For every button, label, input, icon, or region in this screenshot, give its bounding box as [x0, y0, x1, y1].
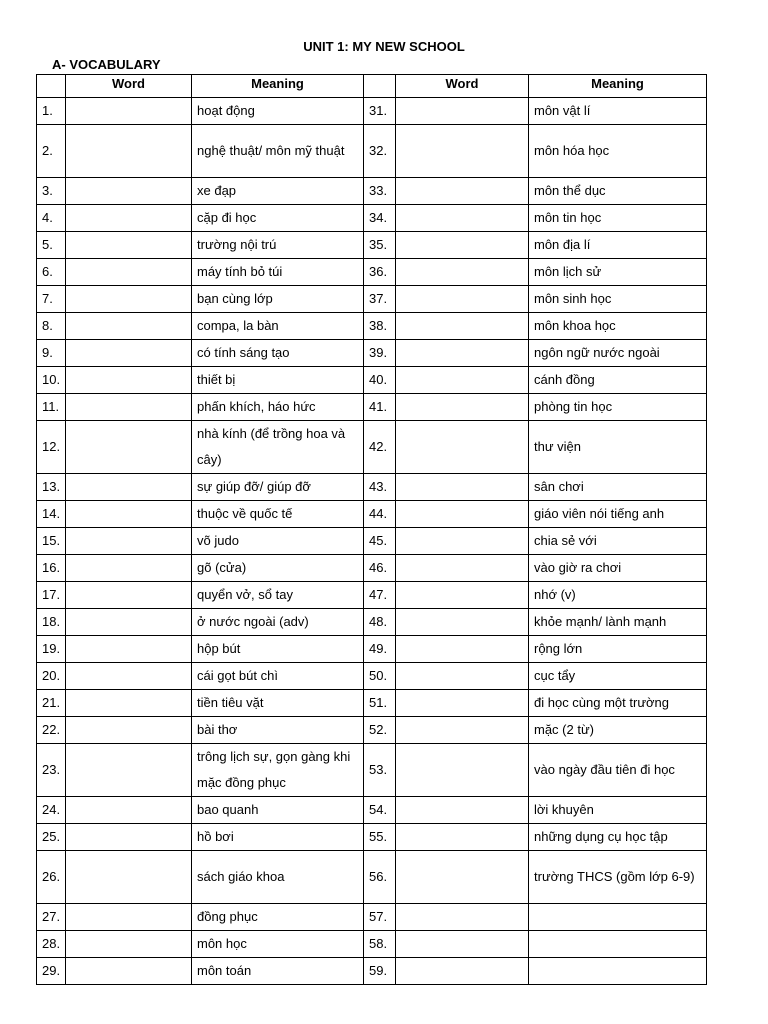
item-number-right: 52. [364, 717, 396, 744]
item-number-left: 29. [37, 958, 66, 985]
meaning-right: vào ngày đầu tiên đi học [529, 744, 707, 797]
item-number-right: 42. [364, 421, 396, 474]
document-title: UNIT 1: MY NEW SCHOOL [303, 39, 465, 54]
word-input-left[interactable] [66, 340, 192, 367]
table-row [37, 609, 707, 636]
meaning-left: trông lịch sự, gọn gàng khi mặc đồng phục [192, 744, 364, 797]
meaning-right: rộng lớn [529, 636, 707, 663]
item-number-left: 15. [37, 528, 66, 555]
table-row [37, 824, 707, 851]
word-input-right[interactable] [396, 286, 529, 313]
word-input-left[interactable] [66, 367, 192, 394]
item-number-left: 3. [37, 178, 66, 205]
meaning-right: môn khoa học [529, 313, 707, 340]
item-number-right: 50. [364, 663, 396, 690]
meaning-right: môn hóa học [529, 125, 707, 178]
item-number-left: 24. [37, 797, 66, 824]
word-input-right[interactable] [396, 125, 529, 178]
header-number-left [37, 75, 66, 98]
item-number-right: 35. [364, 232, 396, 259]
table-row [37, 474, 707, 501]
item-number-right: 44. [364, 501, 396, 528]
item-number-right: 59. [364, 958, 396, 985]
word-input-right[interactable] [396, 98, 529, 125]
item-number-right: 57. [364, 904, 396, 931]
word-input-left[interactable] [66, 609, 192, 636]
table-row [37, 98, 707, 125]
word-input-left[interactable] [66, 421, 192, 474]
word-input-right[interactable] [396, 421, 529, 474]
item-number-left: 8. [37, 313, 66, 340]
item-number-right: 55. [364, 824, 396, 851]
table-row [37, 125, 707, 178]
meaning-left: có tính sáng tạo [192, 340, 364, 367]
meaning-left: võ judo [192, 528, 364, 555]
item-number-left: 26. [37, 851, 66, 904]
table-row [37, 797, 707, 824]
meaning-right: phòng tin học [529, 394, 707, 421]
word-input-right[interactable] [396, 528, 529, 555]
word-input-left[interactable] [66, 744, 192, 797]
table-row [37, 744, 707, 797]
vocabulary-table [36, 74, 707, 985]
item-number-left: 1. [37, 98, 66, 125]
word-input-left[interactable] [66, 636, 192, 663]
meaning-right: trường THCS (gồm lớp 6-9) [529, 851, 707, 904]
word-input-left[interactable] [66, 824, 192, 851]
word-input-left[interactable] [66, 717, 192, 744]
item-number-left: 13. [37, 474, 66, 501]
section-title: A- VOCABULARY [52, 57, 161, 72]
meaning-right: vào giờ ra chơi [529, 555, 707, 582]
meaning-right: môn lịch sử [529, 259, 707, 286]
word-input-left[interactable] [66, 690, 192, 717]
table-row [37, 501, 707, 528]
meaning-right: đi học cùng một trường [529, 690, 707, 717]
word-input-right[interactable] [396, 636, 529, 663]
meaning-right: nhớ (v) [529, 582, 707, 609]
meaning-left: sự giúp đỡ/ giúp đỡ [192, 474, 364, 501]
meaning-left: thuộc về quốc tế [192, 501, 364, 528]
word-input-right[interactable] [396, 824, 529, 851]
meaning-left: trường nội trú [192, 232, 364, 259]
word-input-right[interactable] [396, 744, 529, 797]
meaning-left: nhà kính (để trồng hoa và cây) [192, 421, 364, 474]
word-input-left[interactable] [66, 125, 192, 178]
word-input-left[interactable] [66, 178, 192, 205]
word-input-right[interactable] [396, 582, 529, 609]
meaning-right: cục tẩy [529, 663, 707, 690]
table-row [37, 717, 707, 744]
meaning-left: hộp bút [192, 636, 364, 663]
meaning-left: sách giáo khoa [192, 851, 364, 904]
word-input-left[interactable] [66, 313, 192, 340]
meaning-right: chia sẻ với [529, 528, 707, 555]
table-row [37, 259, 707, 286]
item-number-left: 17. [37, 582, 66, 609]
table-row [37, 663, 707, 690]
item-number-left: 11. [37, 394, 66, 421]
word-input-left[interactable] [66, 98, 192, 125]
table-row [37, 851, 707, 904]
table-row [37, 394, 707, 421]
meaning-left: cặp đi học [192, 205, 364, 232]
item-number-right: 45. [364, 528, 396, 555]
meaning-right: những dụng cụ học tập [529, 824, 707, 851]
meaning-left: gõ (cửa) [192, 555, 364, 582]
table-row [37, 367, 707, 394]
meaning-right: môn địa lí [529, 232, 707, 259]
item-number-left: 6. [37, 259, 66, 286]
word-input-right[interactable] [396, 931, 529, 958]
item-number-right: 51. [364, 690, 396, 717]
header-word-left: Word [66, 75, 192, 98]
meaning-right: môn sinh học [529, 286, 707, 313]
word-input-right[interactable] [396, 340, 529, 367]
meaning-left: ở nước ngoài (adv) [192, 609, 364, 636]
item-number-right: 56. [364, 851, 396, 904]
item-number-left: 25. [37, 824, 66, 851]
word-input-right[interactable] [396, 609, 529, 636]
meaning-right: khỏe mạnh/ lành mạnh [529, 609, 707, 636]
item-number-right: 32. [364, 125, 396, 178]
meaning-right: thư viện [529, 421, 707, 474]
item-number-left: 9. [37, 340, 66, 367]
meaning-right [529, 931, 707, 958]
word-input-right[interactable] [396, 394, 529, 421]
word-input-left[interactable] [66, 232, 192, 259]
meaning-right: sân chơi [529, 474, 707, 501]
meaning-right: cánh đồng [529, 367, 707, 394]
meaning-right [529, 958, 707, 985]
table-row [37, 205, 707, 232]
word-input-left[interactable] [66, 582, 192, 609]
meaning-left: hoạt động [192, 98, 364, 125]
word-input-left[interactable] [66, 501, 192, 528]
word-input-right[interactable] [396, 205, 529, 232]
word-input-left[interactable] [66, 797, 192, 824]
meaning-left: môn học [192, 931, 364, 958]
table-header-row [37, 75, 707, 98]
header-number-right [364, 75, 396, 98]
table-row [37, 931, 707, 958]
word-input-left[interactable] [66, 958, 192, 985]
item-number-right: 48. [364, 609, 396, 636]
item-number-left: 12. [37, 421, 66, 474]
item-number-left: 28. [37, 931, 66, 958]
table-row [37, 555, 707, 582]
meaning-left: phấn khích, háo hức [192, 394, 364, 421]
meaning-left: tiền tiêu vặt [192, 690, 364, 717]
item-number-left: 19. [37, 636, 66, 663]
item-number-left: 18. [37, 609, 66, 636]
word-input-left[interactable] [66, 259, 192, 286]
table-row [37, 286, 707, 313]
word-input-right[interactable] [396, 797, 529, 824]
word-input-right[interactable] [396, 851, 529, 904]
item-number-right: 41. [364, 394, 396, 421]
meaning-right: lời khuyên [529, 797, 707, 824]
meaning-left: môn toán [192, 958, 364, 985]
word-input-right[interactable] [396, 367, 529, 394]
word-input-right[interactable] [396, 232, 529, 259]
meaning-left: máy tính bỏ túi [192, 259, 364, 286]
item-number-right: 40. [364, 367, 396, 394]
header-meaning-left: Meaning [192, 75, 364, 98]
item-number-right: 47. [364, 582, 396, 609]
word-input-left[interactable] [66, 904, 192, 931]
item-number-left: 4. [37, 205, 66, 232]
table-row [37, 178, 707, 205]
meaning-left: nghệ thuật/ môn mỹ thuật [192, 125, 364, 178]
item-number-left: 10. [37, 367, 66, 394]
word-input-left[interactable] [66, 851, 192, 904]
word-input-right[interactable] [396, 313, 529, 340]
item-number-right: 34. [364, 205, 396, 232]
meaning-left: hồ bơi [192, 824, 364, 851]
word-input-left[interactable] [66, 528, 192, 555]
meaning-right: môn tin học [529, 205, 707, 232]
word-input-right[interactable] [396, 474, 529, 501]
word-input-right[interactable] [396, 663, 529, 690]
item-number-left: 20. [37, 663, 66, 690]
item-number-right: 31. [364, 98, 396, 125]
item-number-right: 46. [364, 555, 396, 582]
meaning-right: ngôn ngữ nước ngoài [529, 340, 707, 367]
table-row [37, 690, 707, 717]
table-row [37, 232, 707, 259]
meaning-left: compa, la bàn [192, 313, 364, 340]
item-number-left: 14. [37, 501, 66, 528]
item-number-right: 37. [364, 286, 396, 313]
item-number-right: 54. [364, 797, 396, 824]
meaning-left: thiết bị [192, 367, 364, 394]
table-row [37, 528, 707, 555]
item-number-right: 58. [364, 931, 396, 958]
meaning-left: bạn cùng lớp [192, 286, 364, 313]
word-input-left[interactable] [66, 286, 192, 313]
table-row [37, 636, 707, 663]
meaning-left: đồng phục [192, 904, 364, 931]
item-number-right: 43. [364, 474, 396, 501]
header-meaning-right: Meaning [529, 75, 707, 98]
word-input-right[interactable] [396, 717, 529, 744]
word-input-right[interactable] [396, 904, 529, 931]
item-number-left: 2. [37, 125, 66, 178]
item-number-left: 16. [37, 555, 66, 582]
word-input-left[interactable] [66, 394, 192, 421]
meaning-left: bao quanh [192, 797, 364, 824]
word-input-left[interactable] [66, 474, 192, 501]
meaning-right: giáo viên nói tiếng anh [529, 501, 707, 528]
word-input-right[interactable] [396, 555, 529, 582]
item-number-right: 36. [364, 259, 396, 286]
meaning-right: môn thể dục [529, 178, 707, 205]
word-input-left[interactable] [66, 663, 192, 690]
table-row [37, 904, 707, 931]
item-number-right: 53. [364, 744, 396, 797]
table-row [37, 582, 707, 609]
header-word-right: Word [396, 75, 529, 98]
meaning-right [529, 904, 707, 931]
meaning-left: bài thơ [192, 717, 364, 744]
word-input-right[interactable] [396, 178, 529, 205]
word-input-right[interactable] [396, 958, 529, 985]
meaning-left: cái gọt bút chì [192, 663, 364, 690]
table-row [37, 958, 707, 985]
item-number-left: 7. [37, 286, 66, 313]
word-input-left[interactable] [66, 205, 192, 232]
item-number-left: 27. [37, 904, 66, 931]
table-row [37, 313, 707, 340]
item-number-right: 39. [364, 340, 396, 367]
item-number-right: 33. [364, 178, 396, 205]
word-input-left[interactable] [66, 931, 192, 958]
meaning-left: xe đạp [192, 178, 364, 205]
word-input-right[interactable] [396, 690, 529, 717]
word-input-left[interactable] [66, 555, 192, 582]
meaning-right: mặc (2 từ) [529, 717, 707, 744]
item-number-left: 22. [37, 717, 66, 744]
item-number-right: 49. [364, 636, 396, 663]
table-row [37, 340, 707, 367]
word-input-right[interactable] [396, 501, 529, 528]
table-row [37, 421, 707, 474]
item-number-left: 5. [37, 232, 66, 259]
item-number-right: 38. [364, 313, 396, 340]
meaning-right: môn vật lí [529, 98, 707, 125]
item-number-left: 21. [37, 690, 66, 717]
vocabulary-table-body [37, 98, 707, 985]
meaning-left: quyển vở, sổ tay [192, 582, 364, 609]
item-number-left: 23. [37, 744, 66, 797]
word-input-right[interactable] [396, 259, 529, 286]
